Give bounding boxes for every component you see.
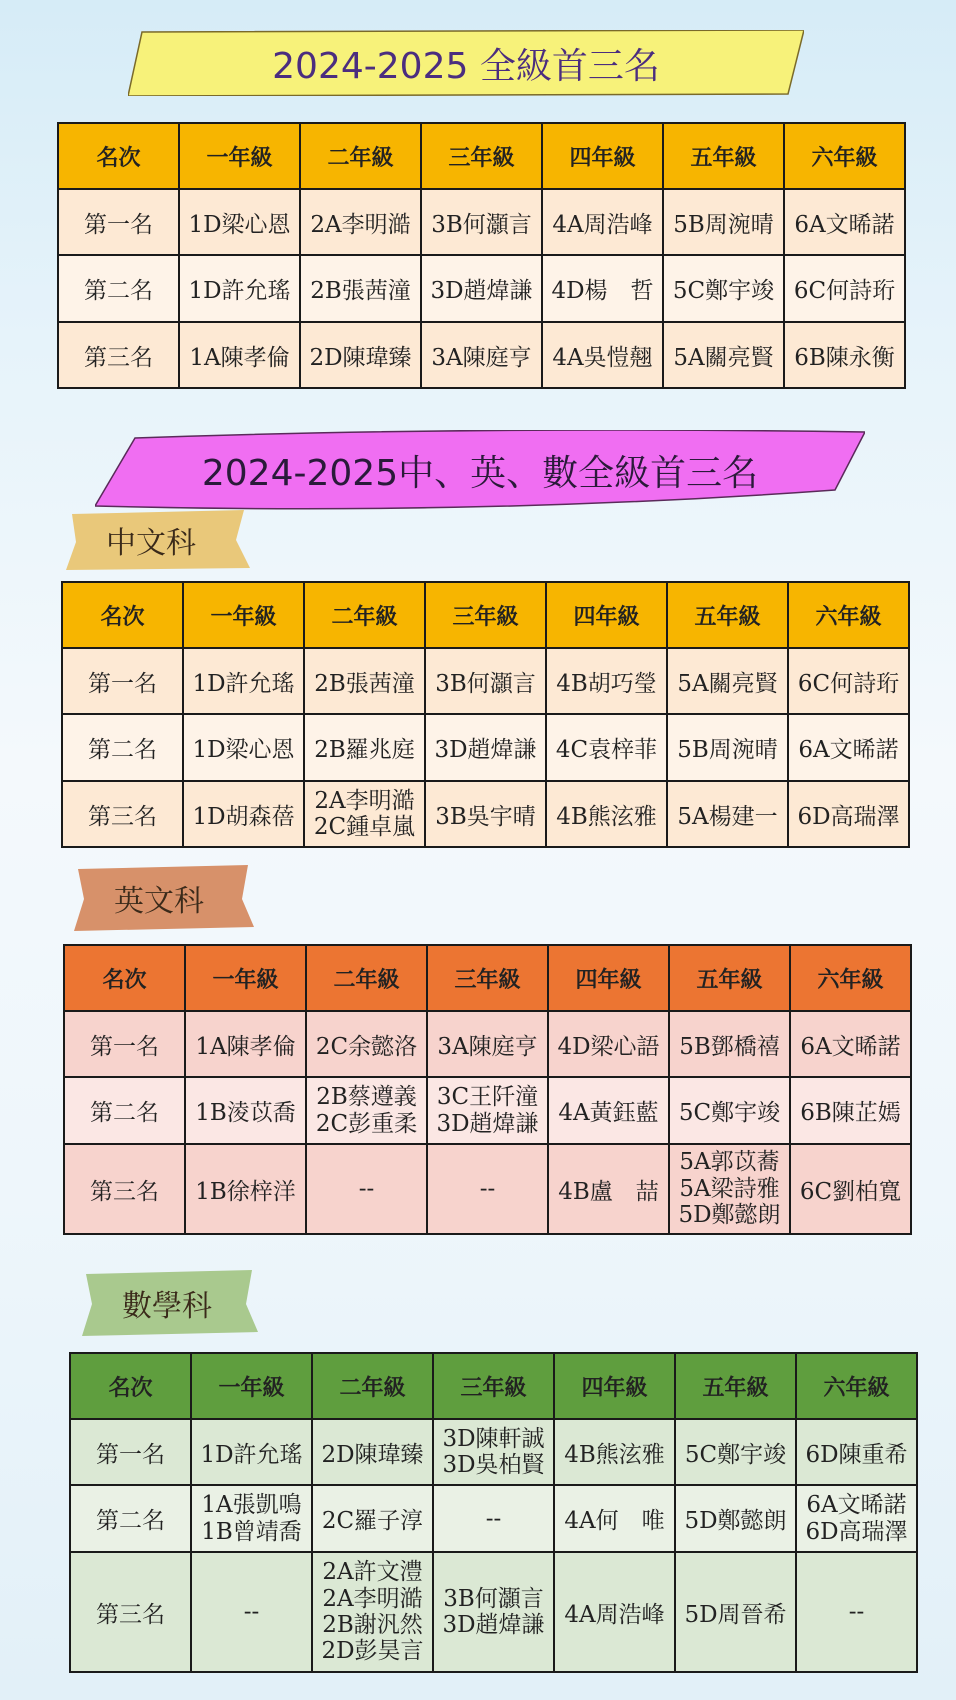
student-cell: --	[306, 1144, 427, 1234]
student-cell: 3A陳庭亨	[421, 322, 542, 388]
subjects-title: 2024-2025中、英、數全級首三名	[201, 452, 759, 494]
student-cell: 4B熊泫雅	[546, 781, 667, 847]
student-name: 1A張凱鳴	[201, 1492, 302, 1519]
grade-column-header: 一年級	[179, 123, 300, 189]
student-cell: 3B吳宇晴	[425, 781, 546, 847]
student-name: 3B何灝言	[443, 1585, 544, 1612]
student-cell: 6A文晞諾	[790, 1011, 911, 1077]
grade-column-header: 二年級	[312, 1353, 433, 1419]
student-name: 1B曾靖喬	[201, 1518, 302, 1545]
student-name: 2A許文澧	[322, 1559, 423, 1586]
grade-column-header: 三年級	[421, 123, 542, 189]
rank-column-header: 名次	[58, 123, 179, 189]
student-cell: 1A陳孝倫	[179, 322, 300, 388]
table-header-row	[62, 582, 909, 648]
subjects-title-banner	[95, 430, 865, 510]
rank-column-header: 名次	[70, 1353, 191, 1419]
rank-cell: 第三名	[70, 1552, 191, 1672]
student-cell: 1B徐梓洋	[185, 1144, 306, 1234]
student-cell: 4B盧 喆	[548, 1144, 669, 1234]
table-header-row	[70, 1353, 917, 1419]
student-cell: 2B張茜潼	[300, 255, 421, 322]
student-cell: 6C何詩珩	[788, 648, 909, 714]
student-cell: --	[191, 1552, 312, 1672]
student-cell: 1D梁心恩	[179, 189, 300, 255]
rank-cell: 第二名	[64, 1077, 185, 1144]
student-cell: 6A文晞諾	[788, 714, 909, 781]
table-row	[62, 781, 909, 847]
rank-cell: 第一名	[70, 1419, 191, 1485]
table-row	[70, 1419, 917, 1485]
math-top-three-table	[69, 1352, 918, 1673]
student-cell: 5A關亮賢	[667, 648, 788, 714]
student-cell: 2C羅子淳	[312, 1485, 433, 1552]
rank-column-header: 名次	[64, 945, 185, 1011]
student-cell: 4D梁心語	[548, 1011, 669, 1077]
rank-cell: 第二名	[58, 255, 179, 322]
student-cell: 5D鄭懿朗	[675, 1485, 796, 1552]
rank-cell: 第二名	[70, 1485, 191, 1552]
student-cell: 6C劉柏寬	[790, 1144, 911, 1234]
grade-column-header: 三年級	[433, 1353, 554, 1419]
overall-top-three-table	[57, 122, 906, 389]
grade-column-header: 二年級	[300, 123, 421, 189]
grade-column-header: 三年級	[425, 582, 546, 648]
grade-column-header: 三年級	[427, 945, 548, 1011]
student-name: 2D彭昊言	[321, 1638, 424, 1665]
grade-column-header: 五年級	[667, 582, 788, 648]
student-name: 5A梁詩雅	[679, 1175, 780, 1202]
english-top-three-table	[63, 944, 912, 1235]
student-cell: 2D陳瑋臻	[312, 1419, 433, 1485]
student-name: 3D陳軒誠	[442, 1425, 545, 1452]
student-cell: 6B陳永衡	[784, 322, 905, 388]
student-cell: 1D許允瑤	[191, 1419, 312, 1485]
rank-cell: 第二名	[62, 714, 183, 781]
student-cell: 6C何詩珩	[784, 255, 905, 322]
student-name: 2C鍾卓嵐	[313, 814, 416, 840]
student-cell: 4C袁梓菲	[546, 714, 667, 781]
table-row	[70, 1485, 917, 1552]
student-cell: 3B何灝言	[425, 648, 546, 714]
english-subject-tag	[74, 865, 254, 931]
grade-column-header: 四年級	[546, 582, 667, 648]
student-cell: 4B胡巧瑩	[546, 648, 667, 714]
grade-column-header: 六年級	[784, 123, 905, 189]
rank-cell: 第三名	[64, 1144, 185, 1234]
student-cell: 5C鄭宇竣	[669, 1077, 790, 1144]
grade-column-header: 二年級	[304, 582, 425, 648]
grade-column-header: 一年級	[183, 582, 304, 648]
student-cell: 4A周浩峰	[554, 1552, 675, 1672]
student-name: 6D高瑞澤	[805, 1518, 908, 1545]
rank-cell: 第一名	[58, 189, 179, 255]
student-cell: --	[427, 1144, 548, 1234]
student-name: 3C王阡潼	[436, 1084, 539, 1111]
student-cell: 3A陳庭亨	[427, 1011, 548, 1077]
student-cell: 5D周晉希	[675, 1552, 796, 1672]
chinese-subject-label: 中文科	[106, 526, 196, 561]
student-cell: 4A吳愷翹	[542, 322, 663, 388]
overall-title-banner	[128, 30, 804, 96]
table-header-row	[58, 123, 905, 189]
grade-column-header: 一年級	[191, 1353, 312, 1419]
student-cell: 1D胡森蓓	[183, 781, 304, 847]
student-cell: 5A楊建一	[667, 781, 788, 847]
student-name: 2B謝汎然	[322, 1612, 423, 1638]
table-row	[70, 1552, 917, 1672]
table-row	[58, 322, 905, 388]
table-row	[64, 1144, 911, 1234]
student-cell: 3D趙煒謙	[421, 255, 542, 322]
student-cell: 2B張茜潼	[304, 648, 425, 714]
student-cell	[433, 1419, 554, 1485]
student-name: 2A李明澔	[322, 1585, 423, 1612]
rank-cell: 第三名	[62, 781, 183, 847]
student-name: 3D趙煒謙	[442, 1612, 545, 1638]
student-name: 2A李明澔	[314, 787, 415, 814]
student-cell: 6D高瑞澤	[788, 781, 909, 847]
student-cell: 4A何 唯	[554, 1485, 675, 1552]
student-cell: 1B淩苡喬	[185, 1077, 306, 1144]
table-header-row	[64, 945, 911, 1011]
table-row	[62, 648, 909, 714]
table-row	[64, 1077, 911, 1144]
chinese-subject-tag	[66, 508, 250, 572]
table-row	[64, 1011, 911, 1077]
student-cell	[433, 1552, 554, 1672]
student-cell: 4B熊泫雅	[554, 1419, 675, 1485]
student-cell: 3B何灝言	[421, 189, 542, 255]
student-name: 6A文晞諾	[806, 1492, 907, 1519]
grade-column-header: 六年級	[796, 1353, 917, 1419]
grade-column-header: 六年級	[788, 582, 909, 648]
student-cell: 2A李明澔	[300, 189, 421, 255]
student-cell: 1D許允瑤	[183, 648, 304, 714]
student-name: 5A郭苡蕎	[679, 1149, 780, 1176]
rank-cell: 第三名	[58, 322, 179, 388]
student-cell	[304, 781, 425, 847]
grade-column-header: 二年級	[306, 945, 427, 1011]
student-cell	[427, 1077, 548, 1144]
math-subject-tag	[82, 1270, 258, 1336]
student-name: 5D鄭懿朗	[678, 1202, 781, 1229]
student-cell	[796, 1485, 917, 1552]
student-cell: 4A黃鈺藍	[548, 1077, 669, 1144]
student-cell	[669, 1144, 790, 1234]
student-cell: 3D趙煒謙	[425, 714, 546, 781]
grade-column-header: 五年級	[675, 1353, 796, 1419]
grade-column-header: 四年級	[554, 1353, 675, 1419]
student-cell: 5B周涴晴	[667, 714, 788, 781]
grade-column-header: 五年級	[663, 123, 784, 189]
table-row	[58, 189, 905, 255]
student-cell	[306, 1077, 427, 1144]
student-cell: 5B周涴晴	[663, 189, 784, 255]
student-cell: 4A周浩峰	[542, 189, 663, 255]
student-cell: 5C鄭宇竣	[675, 1419, 796, 1485]
student-name: 2B蔡遵義	[316, 1084, 417, 1111]
student-cell: 1D梁心恩	[183, 714, 304, 781]
student-cell: 5B鄧橋禧	[669, 1011, 790, 1077]
student-cell	[312, 1552, 433, 1672]
student-name: 3D趙煒謙	[436, 1110, 539, 1137]
math-subject-label: 數學科	[122, 1289, 212, 1324]
overall-title: 2024-2025 全級首三名	[272, 45, 660, 87]
student-cell: 5C鄭宇竣	[663, 255, 784, 322]
rank-cell: 第一名	[62, 648, 183, 714]
student-cell: 6D陳重希	[796, 1419, 917, 1485]
student-cell: 2D陳瑋臻	[300, 322, 421, 388]
student-cell: 6A文晞諾	[784, 189, 905, 255]
student-cell: 5A關亮賢	[663, 322, 784, 388]
student-cell: 2C余懿洛	[306, 1011, 427, 1077]
student-cell: 6B陳芷嫣	[790, 1077, 911, 1144]
grade-column-header: 四年級	[542, 123, 663, 189]
rank-cell: 第一名	[64, 1011, 185, 1077]
student-cell: 1D許允瑤	[179, 255, 300, 322]
student-cell: 4D楊 哲	[542, 255, 663, 322]
student-name: 3D吳柏賢	[442, 1452, 545, 1478]
chinese-top-three-table	[61, 581, 910, 848]
student-cell: --	[796, 1552, 917, 1672]
grade-column-header: 一年級	[185, 945, 306, 1011]
grade-column-header: 四年級	[548, 945, 669, 1011]
table-row	[62, 714, 909, 781]
student-cell: 2B羅兆庭	[304, 714, 425, 781]
student-name: 2C彭重柔	[315, 1110, 418, 1137]
student-cell	[191, 1485, 312, 1552]
grade-column-header: 六年級	[790, 945, 911, 1011]
table-row	[58, 255, 905, 322]
english-subject-label: 英文科	[114, 884, 204, 919]
rank-column-header: 名次	[62, 582, 183, 648]
grade-column-header: 五年級	[669, 945, 790, 1011]
student-cell: --	[433, 1485, 554, 1552]
student-cell: 1A陳孝倫	[185, 1011, 306, 1077]
